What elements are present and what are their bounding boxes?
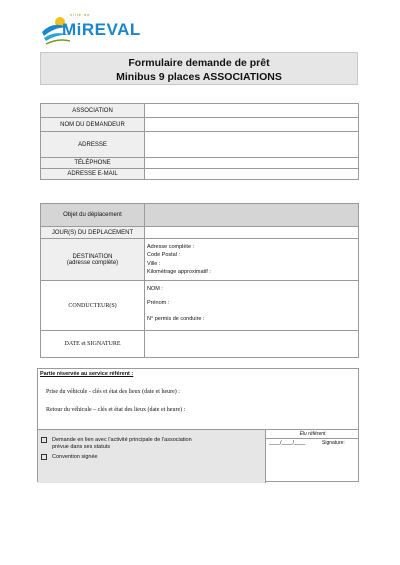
trip-days-label: JOUR(S) DU DEPLACEMENT: [41, 227, 145, 239]
trip-purpose-field[interactable]: [145, 204, 359, 227]
table-row: [41, 281, 359, 331]
table-row: [41, 104, 359, 118]
destination-mileage-label: Kilométrage approximatif :: [147, 269, 211, 275]
destination-field[interactable]: [145, 239, 359, 281]
elected-referent-label: Élu référent: [299, 431, 326, 437]
phone-label: TÉLÉPHONE: [41, 158, 145, 169]
logo-small-text: ville de: [70, 12, 91, 17]
table-row: [41, 227, 359, 239]
applicant-name-field[interactable]: [145, 118, 359, 132]
association-field[interactable]: [145, 104, 359, 118]
driver-license-label: N° permis de conduire :: [147, 315, 205, 322]
form-title-box: [40, 52, 358, 85]
table-row: [41, 331, 359, 358]
check-statutes-item: [41, 437, 192, 450]
address-field[interactable]: [145, 132, 359, 158]
table-row: [41, 158, 359, 169]
applicant-name-label: NOM DU DEMANDEUR: [41, 118, 145, 132]
destination-sublabel: (adresse complète): [66, 259, 119, 266]
applicant-table: [40, 103, 359, 180]
form-title: Formulaire demande de prêt: [128, 57, 270, 69]
driver-label: CONDUCTEUR(S): [41, 281, 145, 331]
driver-field[interactable]: [145, 281, 359, 331]
referent-signature-label: Signature:: [322, 440, 345, 446]
logo-name: MiREVAL: [62, 20, 141, 39]
table-row: [41, 169, 359, 180]
referent-checklist: [38, 429, 265, 483]
check-statutes-checkbox[interactable]: [41, 437, 47, 443]
mireval-logo: [40, 10, 141, 46]
referent-section: [37, 368, 359, 482]
driver-name-label: NOM :: [147, 285, 163, 292]
table-row: [41, 118, 359, 132]
association-label: ASSOCIATION: [41, 104, 145, 118]
driver-firstname-label: Prénom :: [147, 299, 170, 306]
trip-days-field[interactable]: [145, 227, 359, 239]
email-field[interactable]: [145, 169, 359, 180]
destination-city-label: Ville :: [147, 260, 161, 267]
date-signature-label: DATE et SIGNATURE: [41, 331, 145, 358]
check-convention-item: [41, 454, 98, 461]
table-row: [41, 239, 359, 281]
destination-postcode-label: Code Postal :: [147, 252, 181, 258]
vehicle-pickup-label: Prise du véhicule - clés et état des lieux (date et heure) :: [46, 389, 180, 395]
destination-label: DESTINATION: [72, 253, 113, 260]
email-label: ADRESSE E-MAIL: [41, 169, 145, 180]
trip-table: [40, 203, 359, 358]
trip-purpose-label: Objet du déplacement: [41, 204, 145, 227]
date-signature-field[interactable]: [145, 331, 359, 358]
table-row: [41, 204, 359, 227]
referent-date-field[interactable]: ____/____/____: [269, 440, 306, 446]
address-label: ADRESSE: [41, 132, 145, 158]
form-subtitle: Minibus 9 places ASSOCIATIONS: [116, 71, 282, 83]
signature-divider: [266, 438, 359, 439]
check-statutes-label-line2: prévue dans ses statuts: [52, 443, 111, 450]
phone-field[interactable]: [145, 158, 359, 169]
referent-title: Partie réservée au service référent :: [40, 371, 134, 377]
check-convention-checkbox[interactable]: [41, 454, 47, 460]
vehicle-return-label: Retour du véhicule – clés et état des lieux (date et heure) :: [46, 407, 186, 413]
table-row: [41, 132, 359, 158]
check-statutes-label: Demande en lien avec l'activité principale de l'association: [52, 437, 192, 443]
destination-label-cell: [41, 239, 145, 281]
destination-address-label: Adresse complète :: [147, 243, 195, 250]
referent-signature-zone: [265, 429, 359, 483]
check-convention-label: Convention signée: [52, 454, 98, 460]
